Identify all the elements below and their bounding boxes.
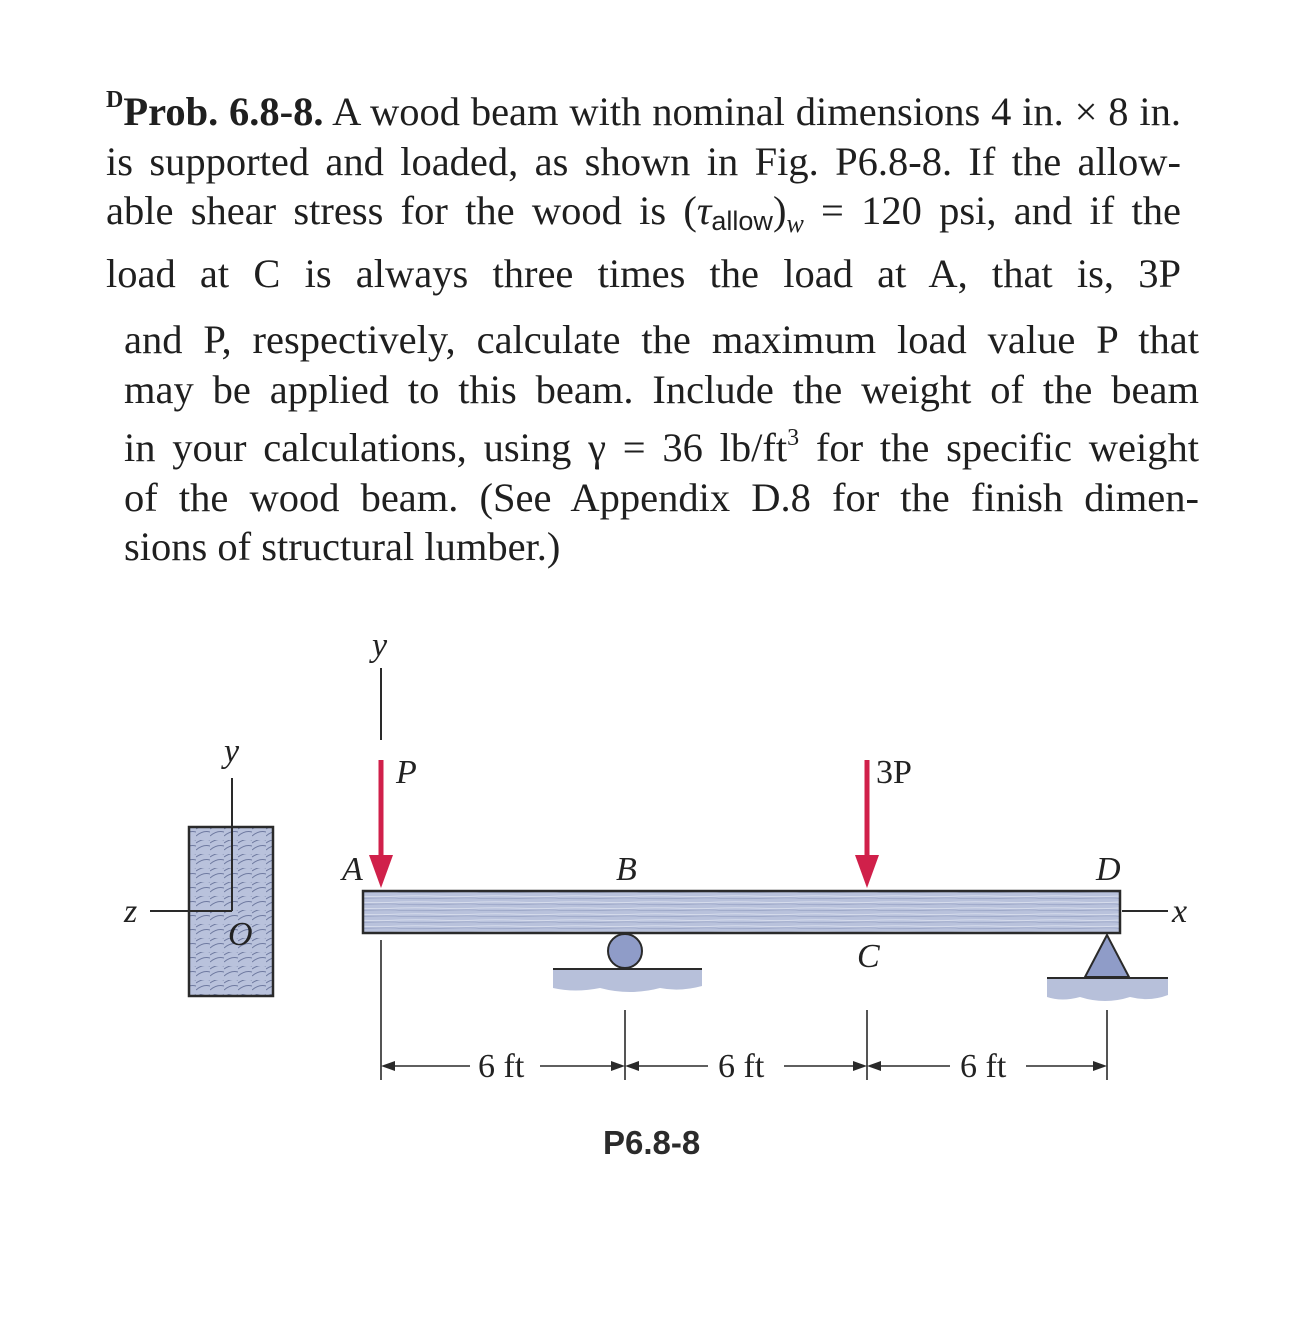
cross-section-z-label: z [124, 893, 138, 930]
point-label-a: A [342, 851, 363, 888]
cross-section-origin-label: O [228, 916, 253, 953]
para2-line-5: sions of structural lumber.) [124, 524, 561, 569]
para2-line-3-pre: in your calculations, using γ = 36 lb/ft [124, 425, 788, 470]
span-label-cd: 6 ft [960, 1048, 1007, 1085]
problem-text-line-4: load at C is always three times the load at A, that is, 3P [106, 250, 1181, 296]
beam-y-label: y [372, 627, 388, 664]
cubic-superscript: 3 [787, 425, 800, 451]
tau-subscript: allow [711, 206, 773, 236]
point-label-b: B [616, 851, 637, 888]
para2-line-2: may be applied to this beam. Include the weight of the beam [124, 366, 1199, 412]
span-label-ab: 6 ft [478, 1048, 525, 1085]
pin-support-d [1047, 935, 1168, 1001]
cross-section [123, 733, 273, 996]
roller-support-b [553, 934, 702, 992]
problem-number: Prob. 6.8-8. [123, 89, 324, 134]
cross-section-y-label: y [224, 733, 240, 770]
difficulty-superscript: D [106, 87, 124, 113]
tau-symbol: τ [696, 188, 712, 233]
w-subscript: w [786, 209, 804, 238]
load-p-label: P [396, 754, 417, 791]
problem-text-line-1: A wood beam with nominal dimensions 4 in. × 8 in. [332, 89, 1181, 134]
problem-text-line-2: is supported and loaded, as shown in Fig. P6.8-8. If the allow- [106, 138, 1181, 184]
point-label-c: C [857, 938, 880, 975]
problem-text-line-3: able shear stress for the wood is (τallow)w = 120 psi, and if the [106, 188, 1181, 238]
beam [363, 891, 1120, 933]
point-label-d: D [1096, 851, 1121, 888]
load-3p-label: 3P [876, 754, 912, 791]
line-3-pre: able shear stress for the wood is ( [106, 188, 697, 233]
para2-line-3-post: for the specific weight [799, 425, 1200, 470]
beam-x-label: x [1172, 893, 1188, 930]
para2-line-1: and P, respectively, calculate the maximum load value P that [124, 317, 1199, 362]
load-arrow-p [369, 760, 393, 888]
span-label-bc: 6 ft [718, 1048, 765, 1085]
line-3-post: = 120 psi, and if the [803, 188, 1181, 233]
para2-line-4: of the wood beam. (See Appendix D.8 for the finish dimen- [124, 474, 1199, 520]
figure-caption: P6.8-8 [603, 1124, 701, 1161]
